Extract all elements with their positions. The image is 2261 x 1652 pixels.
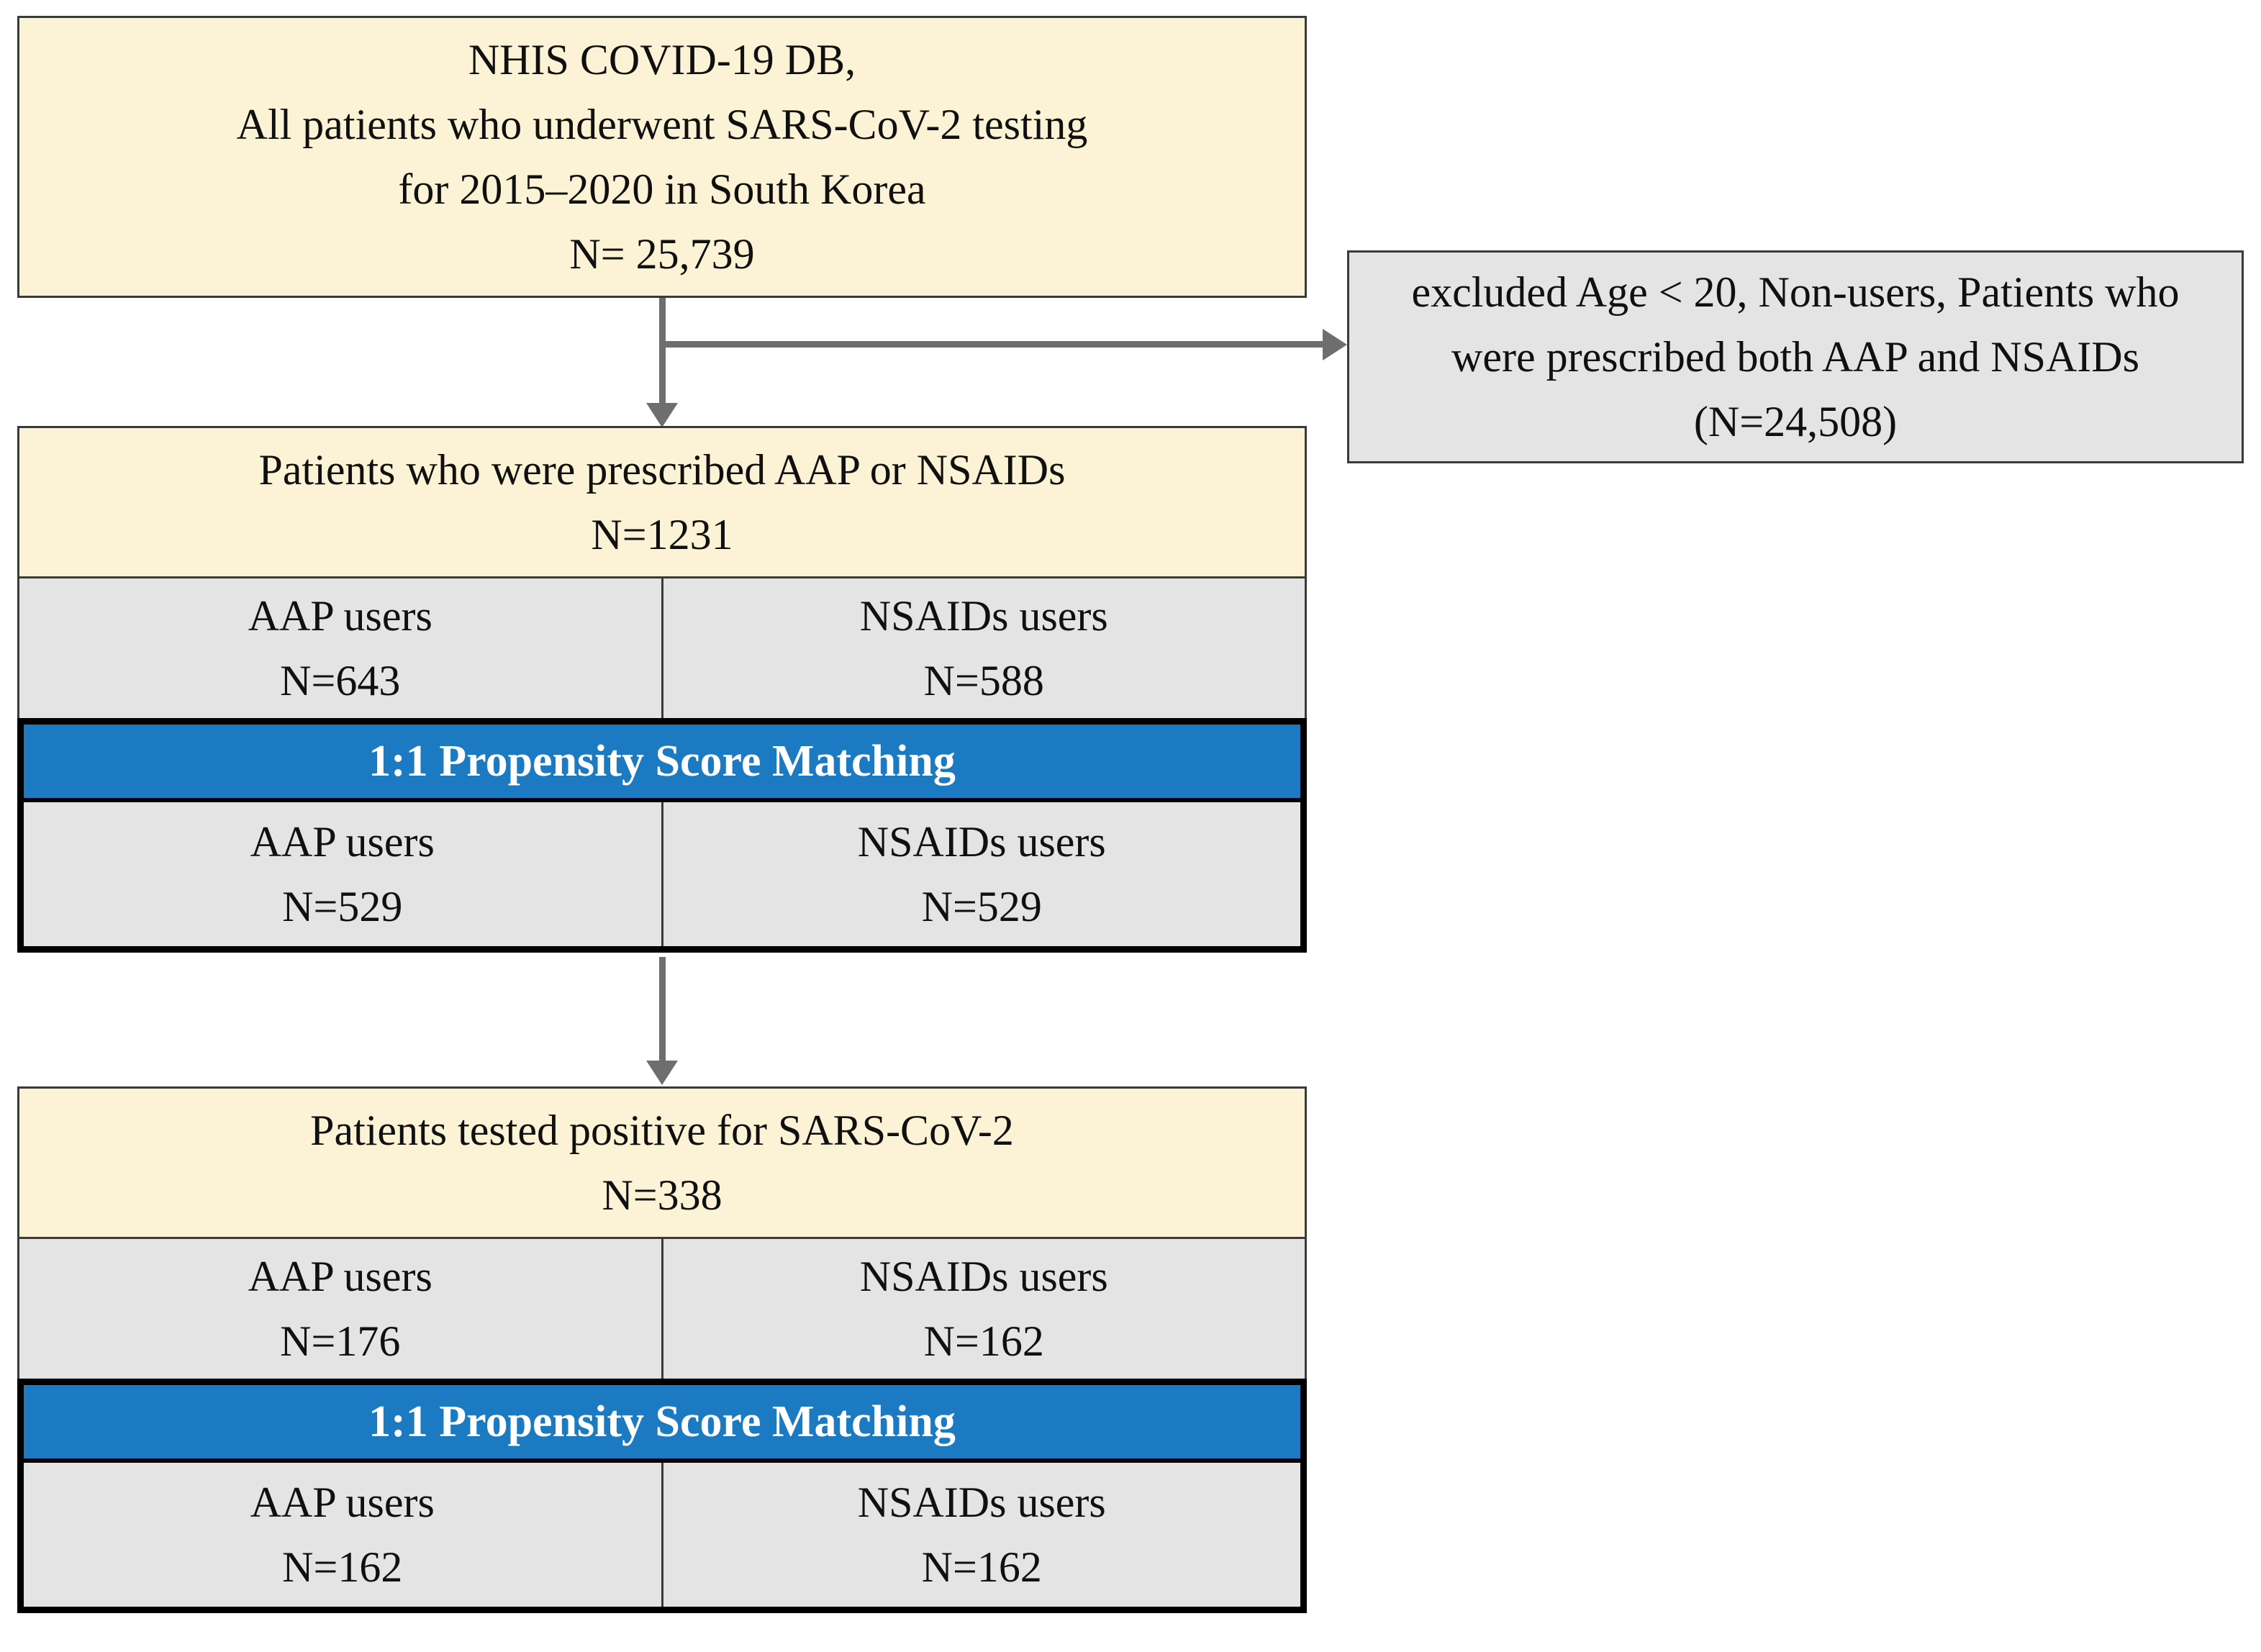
prescribed-postmatch-aap-cell xyxy=(24,802,663,946)
nsaids-users-label: NSAIDs users xyxy=(857,1479,1106,1526)
positive-prematch-row xyxy=(17,1237,1307,1381)
positive-prematch-nsaids-cell xyxy=(663,1239,1305,1379)
source-line-1: NHIS COVID-19 DB, xyxy=(468,36,856,83)
source-line-3: for 2015–2020 in South Korea xyxy=(398,165,926,213)
source-population-box xyxy=(17,16,1307,298)
nsaids-users-n: N=588 xyxy=(923,657,1044,704)
positive-matching-section xyxy=(17,1379,1307,1613)
positive-stage xyxy=(17,1086,1307,1613)
aap-users-n: N=162 xyxy=(282,1543,403,1591)
source-line-4: N= 25,739 xyxy=(569,230,755,278)
nsaids-users-label: NSAIDs users xyxy=(859,592,1108,640)
down-arrow-1-line xyxy=(659,298,666,407)
prescribed-postmatch-nsaids-cell xyxy=(663,802,1301,946)
exclusion-branch-head xyxy=(1323,329,1347,360)
nsaids-users-n: N=162 xyxy=(923,1317,1044,1365)
prescribed-postmatch-row xyxy=(24,802,1300,946)
prescribed-header-box xyxy=(17,426,1307,578)
prescribed-prematch-row xyxy=(17,576,1307,720)
positive-postmatch-row xyxy=(24,1463,1300,1607)
nsaids-users-n: N=529 xyxy=(921,883,1042,930)
aap-users-label: AAP users xyxy=(248,1253,432,1300)
aap-users-label: AAP users xyxy=(250,818,435,866)
nsaids-users-n: N=162 xyxy=(921,1543,1042,1591)
positive-postmatch-aap-cell xyxy=(24,1463,663,1607)
nsaids-users-label: NSAIDs users xyxy=(859,1253,1108,1300)
positive-prematch-aap-cell xyxy=(19,1239,663,1379)
positive-title: Patients tested positive for SARS-CoV-2 xyxy=(310,1107,1014,1154)
prescribed-prematch-aap-cell xyxy=(19,578,663,718)
positive-postmatch-nsaids-cell xyxy=(663,1463,1301,1607)
exclusion-box xyxy=(1347,250,2244,463)
down-arrow-2-line xyxy=(659,957,666,1063)
aap-users-label: AAP users xyxy=(248,592,432,640)
positive-n: N=338 xyxy=(602,1171,722,1219)
prescribed-matching-section xyxy=(17,718,1307,953)
exclusion-text: excluded Age < 20, Non-users, Patients who were prescribed both AAP and NSAIDs (N=24,508) xyxy=(1411,268,2180,445)
source-line-2: All patients who underwent SARS-CoV-2 testing xyxy=(236,101,1088,148)
aap-users-label: AAP users xyxy=(250,1479,435,1526)
down-arrow-1-head xyxy=(646,403,678,427)
prescribed-prematch-nsaids-cell xyxy=(663,578,1305,718)
aap-users-n: N=643 xyxy=(280,657,401,704)
down-arrow-2-head xyxy=(646,1061,678,1085)
prescribed-matching-band: 1:1 Propensity Score Matching xyxy=(24,725,1300,802)
prescribed-stage xyxy=(17,426,1307,953)
prescribed-title: Patients who were prescribed AAP or NSAIDs xyxy=(258,446,1066,494)
aap-users-n: N=176 xyxy=(280,1317,401,1365)
positive-header-box xyxy=(17,1086,1307,1239)
prescribed-n: N=1231 xyxy=(591,511,733,558)
aap-users-n: N=529 xyxy=(282,883,403,930)
exclusion-branch-line xyxy=(659,341,1323,348)
positive-matching-band: 1:1 Propensity Score Matching xyxy=(24,1385,1300,1463)
nsaids-users-label: NSAIDs users xyxy=(857,818,1106,866)
